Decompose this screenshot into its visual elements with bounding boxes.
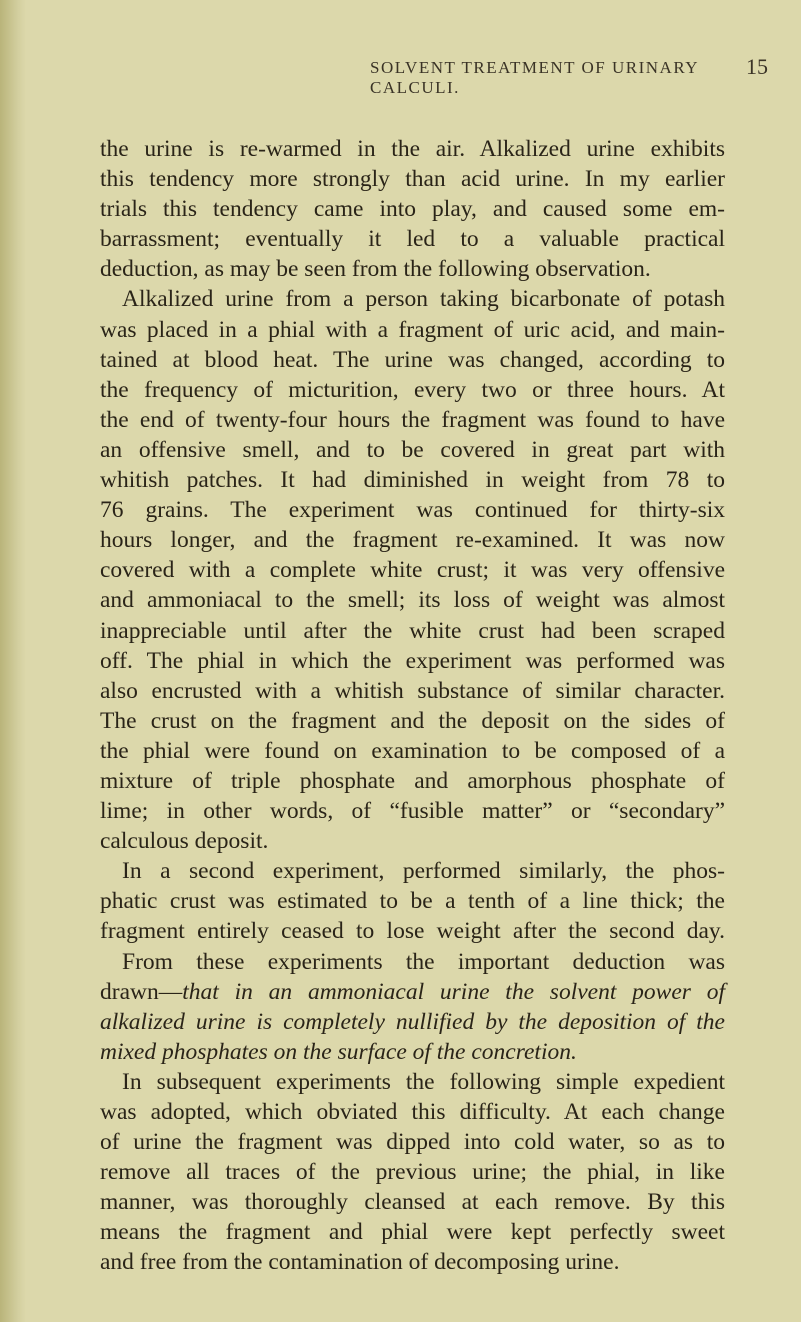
line-text: 76 grains. The experiment was continued for thirty-six <box>100 497 725 524</box>
line-text: drawn— <box>100 978 183 1005</box>
text-line <box>100 706 725 736</box>
page-binding-shadow <box>0 0 26 1322</box>
line-text: covered with a complete white crust; it was very offensive <box>100 557 725 584</box>
line-text: inappreciable until after the white crust had been scraped <box>100 617 725 644</box>
line-text: was placed in a phial with a fragment of uric acid, and main- <box>100 316 725 343</box>
line-text: hours longer, and the fragment re-examined. It was now <box>100 527 725 554</box>
text-line <box>100 375 725 405</box>
text-line <box>100 585 725 615</box>
line-text: and ammoniacal to the smell; its loss of weight was almost <box>100 587 725 614</box>
line-text: lime; in other words, of “fusible matter” or “secondary” <box>100 798 725 825</box>
text-line <box>100 555 725 585</box>
text-line <box>100 1187 725 1217</box>
line-text: and free from the contamination of decomposing urine. <box>100 1249 620 1276</box>
line-italic-text: that in an ammoniacal urine the solvent power of <box>182 978 725 1005</box>
line-text: calculous deposit. <box>100 828 269 855</box>
text-line <box>100 916 725 946</box>
page-number: 15 <box>746 54 768 79</box>
line-text: Alkalized urine from a person taking bicarbonate of potash <box>122 286 725 313</box>
line-text: was adopted, which obviated this difficulty. At each change <box>100 1099 725 1125</box>
line-text: mixture of triple phosphate and amorphous phosphate of <box>100 767 725 794</box>
page-header <box>100 54 768 97</box>
text-line <box>100 465 725 495</box>
text-line <box>100 886 725 916</box>
line-text: phatic crust was estimated to be a tenth of a line thick; the <box>100 888 725 915</box>
line-italic-text: alkalized urine is completely nullified by the deposition of the <box>100 1008 725 1035</box>
text-line <box>100 616 725 646</box>
text-line <box>100 164 725 194</box>
line-text: fragment entirely ceased to lose weight after the second day. <box>100 918 725 945</box>
text-line <box>100 345 725 375</box>
text-line <box>100 435 725 465</box>
text-line <box>100 1217 725 1247</box>
line-text: barrassment; eventually it led to a valuable practical <box>100 226 725 253</box>
text-line <box>100 796 725 826</box>
running-title: SOLVENT TREATMENT OF URINARY CALCULI. <box>370 58 699 97</box>
line-text: the urine is re-warmed in the air. Alkalized urine exhibits <box>100 136 725 162</box>
text-line <box>100 224 725 254</box>
text-line <box>100 525 725 555</box>
line-text: means the fragment and phial were kept perfectly sweet <box>100 1219 725 1246</box>
body-text <box>100 134 725 1278</box>
line-italic-text: mixed phosphates on the surface of the concretion. <box>100 1038 577 1065</box>
text-line <box>100 1127 725 1157</box>
line-text: In subsequent experiments the following simple expedient <box>122 1068 725 1095</box>
text-line <box>100 947 725 977</box>
text-line <box>100 405 725 435</box>
line-text: In a second experiment, performed similarly, the phos- <box>122 858 725 885</box>
line-text: tained at blood heat. The urine was changed, according to <box>100 346 725 373</box>
line-text: off. The phial in which the experiment was performed was <box>100 647 725 674</box>
text-line <box>100 1157 725 1187</box>
line-text: deduction, as may be seen from the following observation. <box>100 256 651 283</box>
line-text: whitish patches. It had diminished in weight from 78 to <box>100 467 725 494</box>
text-line <box>100 134 725 164</box>
text-line <box>100 194 725 224</box>
line-text: trials this tendency came into play, and caused some em- <box>100 196 725 223</box>
text-line <box>100 495 725 525</box>
line-text: the end of twenty-four hours the fragment was found to have <box>100 406 725 433</box>
text-line <box>100 1007 725 1037</box>
text-line <box>100 254 725 284</box>
line-text: The crust on the fragment and the deposit on the sides of <box>100 707 725 734</box>
text-line <box>100 676 725 706</box>
text-line <box>100 1067 725 1097</box>
text-line <box>100 1247 725 1277</box>
text-line <box>100 856 725 886</box>
text-line <box>100 284 725 314</box>
text-line <box>100 977 725 1007</box>
line-text: the frequency of micturition, every two or three hours. At <box>100 376 725 403</box>
text-line <box>100 736 725 766</box>
line-text: an offensive smell, and to be covered in great part with <box>100 436 725 463</box>
text-line <box>100 826 725 856</box>
line-text: the phial were found on examination to be composed of a <box>100 737 725 764</box>
line-text: manner, was thoroughly cleansed at each remove. By this <box>100 1189 725 1216</box>
line-text: this tendency more strongly than acid urine. In my earlier <box>100 166 725 193</box>
text-line <box>100 1037 725 1067</box>
text-line <box>100 1097 725 1127</box>
text-line <box>100 646 725 676</box>
line-text: From these experiments the important deduction was <box>122 948 725 975</box>
text-line <box>100 766 725 796</box>
text-line <box>100 315 725 345</box>
line-text: remove all traces of the previous urine; the phial, in like <box>100 1159 725 1186</box>
line-text: also encrusted with a whitish substance of similar character. <box>100 677 725 704</box>
line-text: of urine the fragment was dipped into cold water, so as to <box>100 1129 725 1156</box>
